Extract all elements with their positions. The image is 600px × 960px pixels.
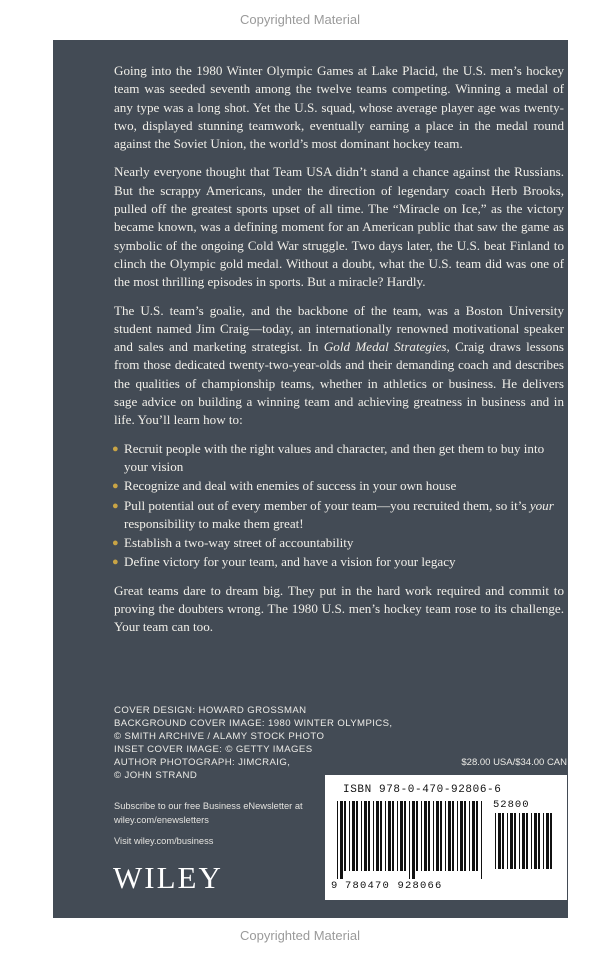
barcode-stripe (436, 801, 439, 871)
para3-text-before: The U.S. team’s goalie, and the backbone of the team, was a Boston University student named Jim Craig—today, an internationally renowned motivational speaker and sales and marketing strategist. In (114, 302, 564, 355)
barcode-stripe (460, 801, 463, 871)
barcode-stripe (522, 813, 525, 869)
barcode-stripe (457, 801, 458, 871)
barcode-stripe (476, 801, 478, 871)
barcode-stripe (531, 813, 532, 869)
learning-list (114, 440, 564, 572)
supplement-barcode-bars (493, 813, 555, 883)
barcode-stripe (445, 801, 446, 871)
isbn-number: ISBN 978-0-470-92806-6 (343, 784, 502, 796)
barcode-stripe (481, 801, 482, 879)
barcode-stripe (498, 813, 501, 869)
barcode-stripe (421, 801, 422, 871)
para3-text-after: , Craig draws lessons from those dedicated twenty-two-year-olds and their demanding coach and describes the qualities of championship teams, whether in athletics or business. He delivers sage advice on building a winning team and achieving greatness in business and in life. You’ll learn how to: (114, 339, 564, 428)
blurb-paragraph-3 (114, 302, 564, 430)
copyright-banner-bottom: Copyrighted Material (240, 928, 360, 943)
bullet-icon: ● (112, 442, 119, 455)
barcode-stripe (388, 801, 391, 871)
barcode-stripe (538, 813, 540, 869)
barcode-stripe (361, 801, 362, 871)
credit-line: © JOHN STRAND (114, 770, 198, 781)
barcode-stripe (349, 801, 350, 871)
blurb-paragraph-2: Nearly everyone thought that Team USA didn’t stand a chance against the Russians. But the scrappy Americans, under the direction of legendary coach Herb Brooks, pulled off the greatest sports upset of all time. The “Miracle on Ice,” as the victory became known, was a defining moment for an American public that saw the game as symbolic of the ongoing Cold War struggle. Two days later, the U.S. beat Finland to clinch the Olympic gold medal. Without a doubt, what the U.S. team did was one of the most thrilling episodes in sports. But a miracle? Hardly. (114, 164, 564, 290)
book-title: Gold Medal Strategies (323, 339, 447, 355)
list-item-emphasis: your (529, 497, 554, 513)
barcode-stripe (352, 801, 355, 871)
barcode-stripe (400, 801, 403, 871)
barcode-stripe (534, 813, 537, 869)
barcode-stripe (502, 813, 504, 869)
list-item (114, 477, 564, 495)
barcode-stripe (546, 813, 549, 869)
barcode-stripe (344, 801, 346, 871)
credit-line: AUTHOR PHOTOGRAPH: JIMCRAIG, (114, 757, 291, 768)
visit-url: Visit wiley.com/business (114, 836, 214, 846)
barcode-stripe (543, 813, 544, 869)
barcode-stripe (412, 801, 415, 879)
list-item (114, 440, 564, 477)
cover-credits (114, 704, 393, 782)
list-item (114, 497, 564, 534)
barcode-stripe (550, 813, 552, 869)
list-item (114, 534, 564, 552)
bullet-icon: ● (112, 499, 119, 512)
bullet-icon: ● (112, 537, 119, 550)
barcode-stripe (428, 801, 430, 871)
barcode-stripe (469, 801, 470, 871)
barcode-stripe (424, 801, 427, 871)
barcode-stripe (397, 801, 398, 871)
barcode-stripe (385, 801, 386, 871)
barcode-stripe (364, 801, 367, 871)
blurb-paragraph-1: Going into the 1980 Winter Olympic Games at Lake Placid, the U.S. men’s hockey team was seeded seventh among the twelve teams competing. Winning a medal of any type was a long shot. Yet the U.S. squad, whose average player age was twenty-two, displayed stunning teamwork, eventually earning a place in the medal round against the Soviet Union, the world’s most dominant hockey team. (114, 63, 564, 152)
barcode-stripe (433, 801, 434, 871)
barcode-stripe (519, 813, 520, 869)
ean-lead-digit: 9 (331, 880, 338, 892)
barcode-stripe (368, 801, 370, 871)
credit-line: COVER DESIGN: HOWARD GROSSMAN (114, 705, 307, 716)
barcode-stripe (373, 801, 374, 871)
newsletter-line: Subscribe to our free Business eNewsletter at (114, 801, 303, 811)
credit-line: BACKGROUND COVER IMAGE: 1980 WINTER OLYMPICS, (114, 718, 393, 729)
barcode-stripe (404, 801, 406, 871)
barcode-stripe (409, 801, 410, 879)
back-cover (53, 40, 568, 918)
price-label: $28.00 USA/$34.00 CAN (461, 757, 567, 768)
barcode-stripe (510, 813, 513, 869)
bullet-icon: ● (112, 480, 119, 493)
barcode-stripe (416, 801, 418, 871)
barcode-stripe (464, 801, 466, 871)
credit-line: © SMITH ARCHIVE / ALAMY STOCK PHOTO (114, 731, 325, 742)
barcode-stripe (495, 813, 496, 869)
barcode-stripe (507, 813, 508, 869)
list-item-text: Define victory for your team, and have a vision for your legacy (124, 554, 456, 570)
barcode-stripe (337, 801, 338, 879)
barcode-stripe (356, 801, 358, 871)
barcode-stripe (380, 801, 382, 871)
barcode-stripe (526, 813, 528, 869)
barcode-stripe (514, 813, 516, 869)
closing-paragraph: Great teams dare to dream big. They put in the hard work required and commit to proving the doubters wrong. The 1980 U.S. men’s hockey team rose to its challenge. Your team can too. (114, 582, 564, 635)
credit-line: INSET COVER IMAGE: © GETTY IMAGES (114, 744, 313, 755)
barcode-stripe (340, 801, 343, 879)
barcode-stripe (448, 801, 451, 871)
ean-digits: 780470 928066 (345, 880, 443, 892)
barcode-stripe (376, 801, 379, 871)
list-item-text: Recognize and deal with enemies of success in your own house (124, 478, 457, 494)
list-item-text-after: responsibility to make them great! (124, 515, 304, 531)
bullet-icon: ● (112, 556, 119, 569)
list-item-text: Recruit people with the right values and character, and then get them to buy into your vision (124, 440, 545, 474)
barcode-stripe (392, 801, 394, 871)
list-item (114, 553, 564, 571)
newsletter-url: wiley.com/enewsletters (114, 814, 209, 825)
list-item-text: Establish a two-way street of accountability (124, 535, 354, 551)
supplement-number: 52800 (493, 799, 530, 811)
publisher-logo: WILEY (113, 860, 223, 895)
ean-barcode-bars (335, 801, 485, 879)
isbn-barcode (325, 775, 567, 900)
copyright-banner-top: Copyrighted Material (240, 12, 360, 27)
blurb-body (114, 62, 564, 647)
barcode-stripe (472, 801, 475, 871)
barcode-stripe (440, 801, 442, 871)
barcode-stripe (452, 801, 454, 871)
list-item-text-before: Pull potential out of every member of your team—you recruited them, so it’s (124, 497, 530, 513)
